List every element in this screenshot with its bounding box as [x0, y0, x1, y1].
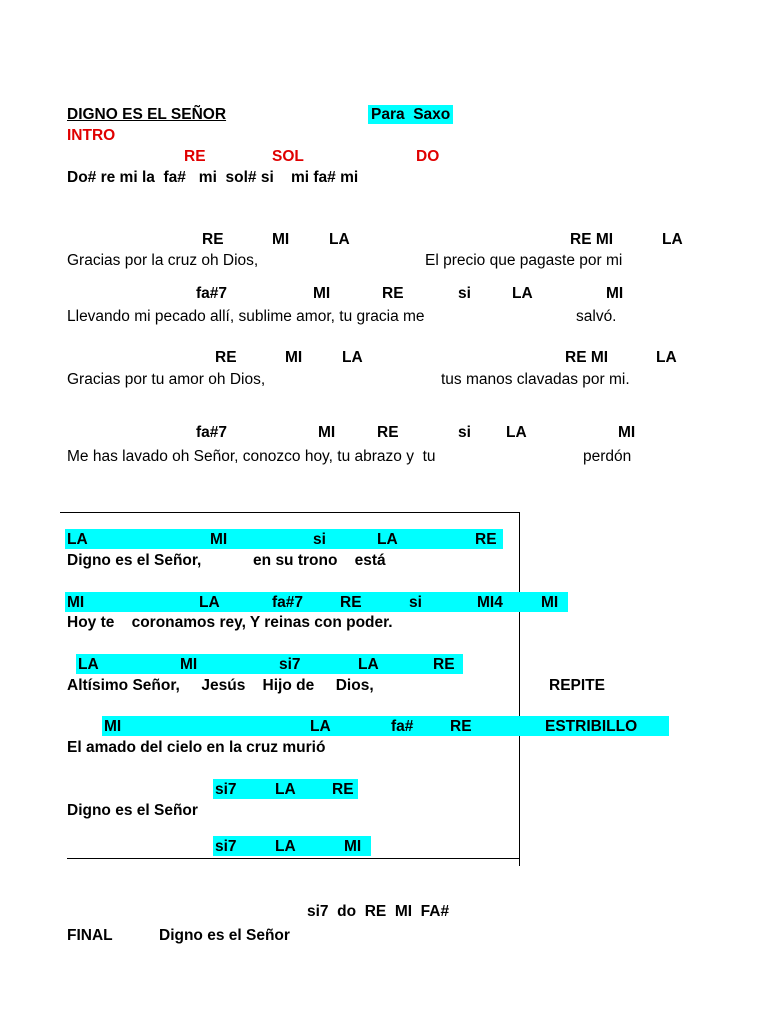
chord: fa#7 — [196, 285, 228, 302]
chord: LA — [78, 656, 99, 673]
chorus-box-right — [519, 512, 520, 866]
chord: si — [409, 594, 422, 611]
chord: si — [313, 531, 326, 548]
chord: MI — [606, 285, 624, 302]
chord: LA — [275, 781, 296, 798]
chorus-box-top — [60, 512, 519, 513]
chord: fa# — [391, 718, 414, 735]
chord: RE — [433, 656, 455, 673]
final-chords: si7 do RE MI FA# — [307, 903, 450, 920]
chord: MI — [313, 285, 331, 302]
intro-notes: Do# re mi la fa# mi sol# si mi fa# mi — [67, 169, 359, 186]
chord: si — [458, 285, 471, 302]
chord: RE MI — [570, 231, 614, 248]
chord: si7 — [215, 781, 237, 798]
chord: RE — [382, 285, 404, 302]
chord: LA — [310, 718, 331, 735]
chord: RE — [202, 231, 224, 248]
chord: LA — [662, 231, 683, 248]
chord: RE — [340, 594, 362, 611]
chord: LA — [358, 656, 379, 673]
chord: LA — [656, 349, 677, 366]
chord: MI — [344, 838, 362, 855]
chord: RE — [450, 718, 472, 735]
chord: DO — [416, 148, 440, 165]
lyric-line: Altísimo Señor, Jesús Hijo de Dios, — [67, 677, 374, 694]
chord: RE — [215, 349, 237, 366]
chord: RE — [184, 148, 206, 165]
chord: fa#7 — [272, 594, 304, 611]
chord: MI — [285, 349, 303, 366]
chord: RE — [332, 781, 354, 798]
chord: LA — [329, 231, 350, 248]
chord: MI — [541, 594, 559, 611]
chord: LA — [506, 424, 527, 441]
chord: LA — [342, 349, 363, 366]
chord: LA — [377, 531, 398, 548]
chorus-box-bottom — [67, 858, 520, 859]
lyric-line: Llevando mi pecado allí, sublime amor, tu gracia me — [67, 308, 425, 325]
chord: MI — [67, 594, 85, 611]
repeat-note: REPITE — [549, 677, 605, 694]
lyric-line: El amado del cielo en la cruz murió — [67, 739, 326, 756]
intro-label: INTRO — [67, 127, 116, 144]
lyric-line: salvó. — [576, 308, 617, 325]
instrument-badge: Para Saxo — [368, 105, 453, 124]
chord: MI — [210, 531, 228, 548]
chord: fa#7 — [196, 424, 228, 441]
lyric-line: Digno es el Señor, en su trono está — [67, 552, 386, 569]
chord-highlight — [76, 654, 463, 674]
chord: LA — [199, 594, 220, 611]
chorus-label: ESTRIBILLO — [545, 718, 638, 735]
chord: MI — [318, 424, 336, 441]
chord: si — [458, 424, 471, 441]
chord: si7 — [279, 656, 301, 673]
lyric-line: tus manos clavadas por mi. — [441, 371, 630, 388]
chord: MI — [618, 424, 636, 441]
lyric-line: Hoy te coronamos rey, Y reinas con poder. — [67, 614, 393, 631]
lyric-line: Gracias por tu amor oh Dios, — [67, 371, 266, 388]
chord: MI — [180, 656, 198, 673]
lyric-line: Me has lavado oh Señor, conozco hoy, tu abrazo y tu — [67, 448, 436, 465]
lyric-line: Digno es el Señor — [159, 927, 290, 944]
chord: MI — [272, 231, 290, 248]
chord: SOL — [272, 148, 304, 165]
chord: RE — [377, 424, 399, 441]
chord-highlight — [65, 529, 503, 549]
final-label: FINAL — [67, 927, 113, 944]
chord: MI — [104, 718, 122, 735]
chord: LA — [275, 838, 296, 855]
lyric-line: Digno es el Señor — [67, 802, 198, 819]
lyric-line: Gracias por la cruz oh Dios, — [67, 252, 259, 269]
chord: RE — [475, 531, 497, 548]
lyric-line: El precio que pagaste por mi — [425, 252, 623, 269]
chord: si7 — [215, 838, 237, 855]
chord: LA — [512, 285, 533, 302]
chord: LA — [67, 531, 88, 548]
page-title: DIGNO ES EL SEÑOR — [67, 106, 227, 123]
lyric-line: perdón — [583, 448, 632, 465]
chord: MI4 — [477, 594, 503, 611]
chord: RE MI — [565, 349, 609, 366]
